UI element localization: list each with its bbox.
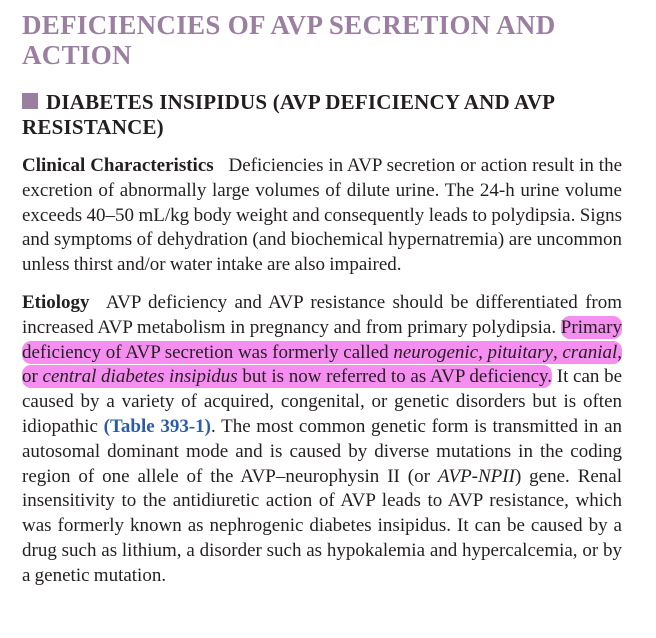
section-heading xyxy=(22,90,622,140)
highlight-italic-central-di: central diabetes insipidus xyxy=(42,366,238,388)
section-heading-text: DIABETES INSIPIDUS (AVP DEFICIENCY AND AVP RESISTANCE) xyxy=(22,90,555,139)
clinical-characteristics-heading: Clinical Characteristics xyxy=(22,155,214,176)
highlight-text-1: Primary deficiency of AVP secretion was formerly called xyxy=(22,316,623,363)
highlight-comma: , xyxy=(552,341,558,363)
highlight-italic-cranial: cranial xyxy=(562,341,618,363)
document-page xyxy=(22,10,622,589)
clinical-characteristics-paragraph xyxy=(22,154,622,278)
etiology-text-intro: AVP deficiency and AVP resistance should be differentiated from increased AVP metabolism in pregnancy and from primary polydipsia. xyxy=(22,291,622,338)
section-marker-icon xyxy=(22,93,38,109)
highlight-italic-neurogenic-pituitary: neurogenic, pituitary xyxy=(393,341,553,363)
etiology-paragraph xyxy=(22,291,622,589)
etiology-heading: Etiology xyxy=(22,291,90,313)
table-393-1-link[interactable]: (Table 393-1) xyxy=(103,415,212,437)
gene-name-italic: AVP-NPII xyxy=(437,465,515,487)
etiology-text-causes: It can be caused by a variety of acquired, congenital, or genetic disorders but is often idiopathic xyxy=(22,366,623,437)
etiology-text-resistance: ) gene. Renal insensitivity to the antidiuretic action of AVP leads to AVP resistance, which was formerly known as nephrogenic diabetes insipidus. It can be caused by a drug such as lithium, a disorder such as hypokalemia and hypercalcemia, or by a genetic mutation. xyxy=(22,465,623,586)
etiology-text-genetic: . The most common genetic form is transmitted in an autosomal dominant mode and is caused by diverse mutations in the coding region of one allele of the AVP–neurophysin II (or xyxy=(22,415,623,487)
highlight-text-2: but is now referred to as AVP deficiency. xyxy=(242,366,553,388)
clinical-characteristics-text: Deficiencies in AVP secretion or action result in the excretion of abnormally large volumes of dilute urine. The 24-h urine volume exceeds 40–50 mL/kg body weight and consequently leads to polydipsia. Signs and symptoms of dehydration (and biochemical hypernatremia) are uncommon unless thirst and/or water intake are also impaired. xyxy=(22,155,623,276)
highlight-or: , or xyxy=(22,341,623,388)
chapter-title: DEFICIENCIES OF AVP SECRETION AND ACTION xyxy=(22,10,556,70)
